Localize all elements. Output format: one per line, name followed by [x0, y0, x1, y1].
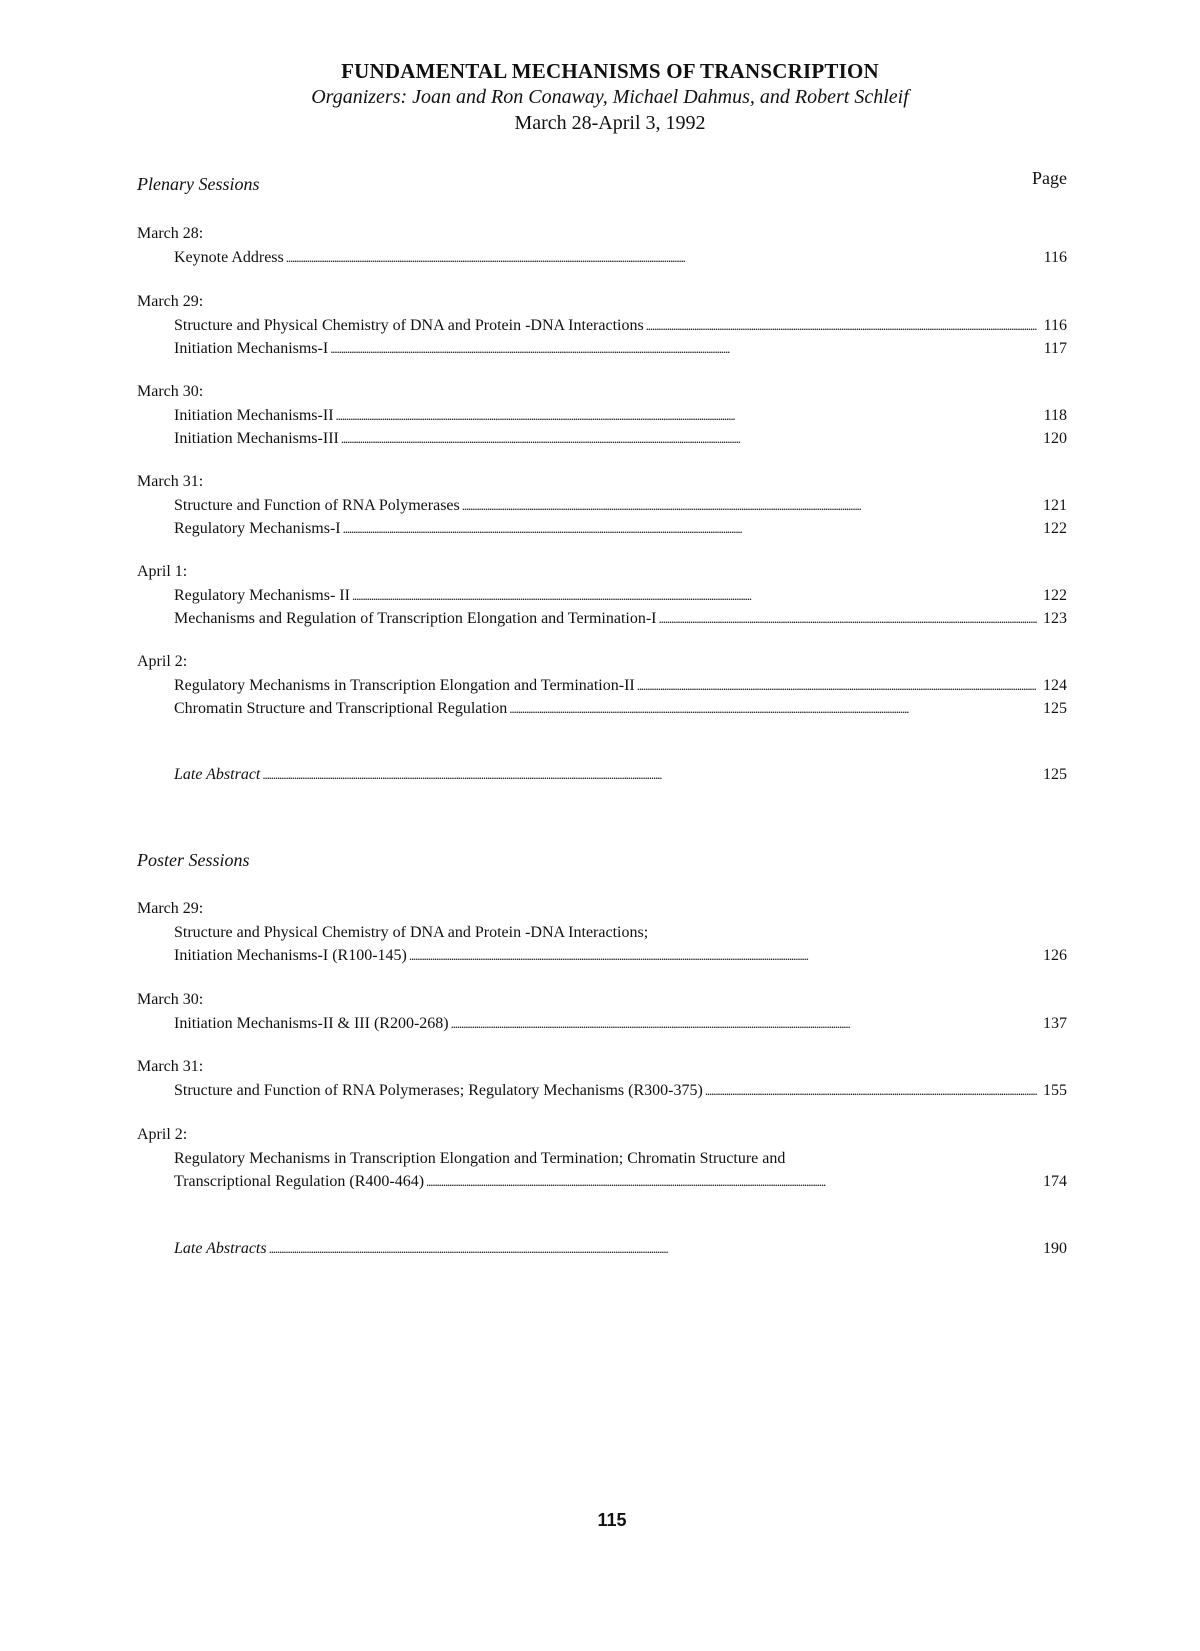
entry-page-number: 125 — [1043, 766, 1067, 783]
plenary-sessions-label: Plenary Sessions — [137, 174, 260, 194]
toc-entry[interactable] — [174, 1237, 1067, 1260]
entry-title: Regulatory Mechanisms- II — [174, 587, 350, 604]
page-column-heading: Page — [1032, 168, 1067, 188]
conference-dates: March 28-April 3, 1992 — [514, 112, 706, 134]
plenary-sessions-heading — [137, 168, 1067, 195]
entry-page-number: 190 — [1043, 1240, 1067, 1257]
entry-page-number: 155 — [1043, 1082, 1067, 1099]
poster-day-group — [137, 988, 1067, 1035]
dot-leader — [659, 607, 1037, 630]
entry-title-line: Regulatory Mechanisms in Transcription Elongation and Termination; Chromatin Structure and — [174, 1150, 786, 1167]
organizers-line: Organizers: Joan and Ron Conaway, Michael Dahmus, and Robert Schleif — [311, 86, 909, 108]
conference-title: FUNDAMENTAL MECHANISMS OF TRANSCRIPTION — [341, 59, 879, 83]
toc-entry[interactable] — [174, 494, 1067, 517]
entry-page-number: 116 — [1043, 317, 1067, 334]
dot-leader — [462, 494, 1037, 517]
toc-entry[interactable] — [174, 607, 1067, 630]
toc-entry[interactable] — [174, 246, 1067, 269]
entry-title: Transcriptional Regulation (R400-464) — [174, 1173, 425, 1190]
entry-title: Mechanisms and Regulation of Transcription Elongation and Termination-I — [174, 610, 657, 627]
entry-title: Initiation Mechanisms-I — [174, 340, 329, 357]
toc-entry[interactable] — [174, 944, 1067, 967]
dot-leader — [343, 517, 1037, 540]
entry-title: Regulatory Mechanisms in Transcription Elongation and Termination-II — [174, 677, 635, 694]
dot-leader — [286, 246, 1037, 269]
entry-title: Initiation Mechanisms-III — [174, 430, 339, 447]
toc-entry[interactable] — [174, 1170, 1067, 1193]
day-label: April 2: — [137, 1126, 188, 1143]
toc-entry[interactable] — [174, 337, 1067, 360]
entry-title: Initiation Mechanisms-I (R100-145) — [174, 947, 407, 964]
dot-leader — [426, 1170, 1037, 1193]
day-label: March 31: — [137, 1058, 204, 1075]
entry-title: Initiation Mechanisms-II & III (R200-268) — [174, 1015, 449, 1032]
entry-page-number: 120 — [1043, 430, 1067, 447]
plenary-day-group — [137, 470, 1067, 540]
entry-title: Regulatory Mechanisms-I — [174, 520, 341, 537]
dot-leader — [509, 697, 1037, 720]
entry-page-number: 174 — [1043, 1173, 1067, 1190]
entry-page-number: 121 — [1043, 497, 1067, 514]
entry-title: Keynote Address — [174, 249, 284, 266]
dot-leader — [341, 427, 1037, 450]
toc-entry[interactable] — [174, 404, 1067, 427]
day-label: March 30: — [137, 383, 204, 400]
poster-day-group — [137, 1123, 1067, 1193]
entry-page-number: 124 — [1043, 677, 1067, 694]
toc-entry[interactable] — [174, 697, 1067, 720]
poster-day-group — [137, 897, 1067, 967]
toc-entry[interactable] — [174, 1079, 1067, 1102]
dot-leader — [330, 337, 1037, 360]
dot-leader — [646, 314, 1037, 337]
toc-entry[interactable] — [174, 763, 1067, 786]
dot-leader — [637, 674, 1037, 697]
plenary-day-group — [137, 380, 1067, 450]
entry-title: Late Abstracts — [174, 1240, 267, 1257]
document-header — [0, 58, 1200, 136]
entry-page-number: 122 — [1043, 587, 1067, 604]
entry-title: Structure and Function of RNA Polymerases — [174, 497, 460, 514]
toc-entry[interactable] — [174, 427, 1067, 450]
day-label: March 30: — [137, 991, 204, 1008]
day-label: March 29: — [137, 293, 204, 310]
plenary-day-group — [137, 650, 1067, 720]
entry-title: Initiation Mechanisms-II — [174, 407, 334, 424]
toc-entry[interactable] — [174, 314, 1067, 337]
entry-page-number: 125 — [1043, 700, 1067, 717]
entry-page-number: 116 — [1043, 249, 1067, 266]
poster-day-group — [137, 1055, 1067, 1102]
day-label: March 31: — [137, 473, 204, 490]
entry-page-number: 122 — [1043, 520, 1067, 537]
dot-leader — [262, 763, 1037, 786]
dot-leader — [336, 404, 1037, 427]
page-number: 115 — [597, 1510, 627, 1530]
entry-page-number: 123 — [1043, 610, 1067, 627]
dot-leader — [409, 944, 1037, 967]
entry-title: Structure and Physical Chemistry of DNA and Protein -DNA Interactions — [174, 317, 644, 334]
day-label: March 28: — [137, 225, 204, 242]
day-label: March 29: — [137, 900, 204, 917]
day-label: April 1: — [137, 563, 188, 580]
plenary-day-group — [137, 222, 1067, 269]
day-label: April 2: — [137, 653, 188, 670]
plenary-late-abstract — [137, 763, 1067, 786]
toc-entry[interactable] — [174, 517, 1067, 540]
toc-entry[interactable] — [174, 674, 1067, 697]
dot-leader — [269, 1237, 1037, 1260]
entry-page-number: 137 — [1043, 1015, 1067, 1032]
plenary-day-group — [137, 560, 1067, 630]
dot-leader — [352, 584, 1037, 607]
entry-title: Chromatin Structure and Transcriptional Regulation — [174, 700, 508, 717]
entry-title-line: Structure and Physical Chemistry of DNA and Protein -DNA Interactions; — [174, 924, 649, 941]
poster-late-abstracts — [137, 1237, 1067, 1260]
entry-page-number: 118 — [1043, 407, 1067, 424]
entry-title: Structure and Function of RNA Polymerases; Regulatory Mechanisms (R300-375) — [174, 1082, 703, 1099]
poster-sessions-heading — [137, 850, 1067, 871]
toc-entry[interactable] — [174, 584, 1067, 607]
entry-page-number: 117 — [1043, 340, 1067, 357]
entry-page-number: 126 — [1043, 947, 1067, 964]
poster-sessions-label: Poster Sessions — [137, 850, 250, 870]
plenary-day-group — [137, 290, 1067, 360]
entry-title: Late Abstract — [174, 766, 261, 783]
toc-entry[interactable] — [174, 1012, 1067, 1035]
dot-leader — [451, 1012, 1037, 1035]
dot-leader — [705, 1079, 1037, 1102]
